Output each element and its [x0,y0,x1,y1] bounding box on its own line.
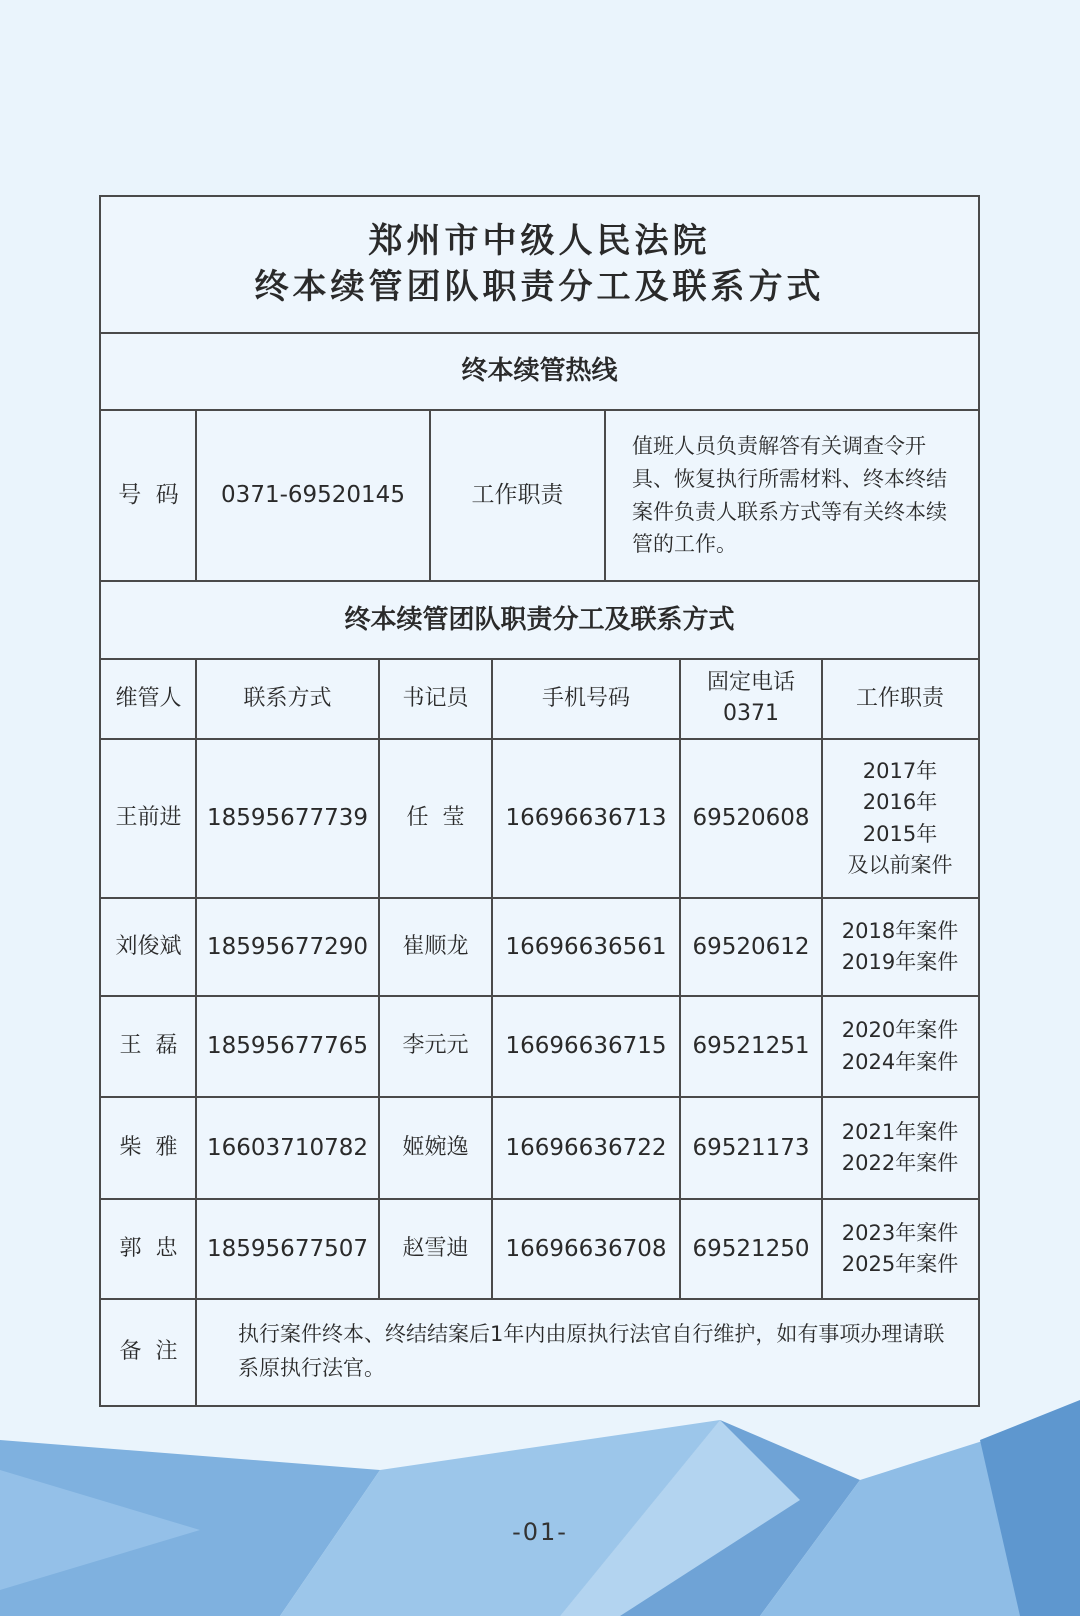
row-5-duty-line: 2023年案件 [841,1220,959,1245]
header-landline-area-code: 0371 [723,701,779,726]
grid-line [378,658,380,1299]
row-4-clerk: 姬婉逸 [402,1134,469,1160]
hotline-duty-text: 值班人员负责解答有关调查令开具、恢复执行所需材料、终本终结案件负责人联系方式等有关终本续管的工作。 [632,434,947,557]
grid-line [195,658,197,1405]
grid-line [101,1096,978,1098]
grid-line [491,658,493,1299]
row-5-duty-line: 2025年案件 [841,1252,959,1276]
row-5-duty [822,1199,978,1299]
remarks-text: 执行案件终本、终结结案后1年内由原执行法官自行维护，如有事项办理请联系原执行法官。 [238,1322,945,1380]
page-number: -01- [512,1518,568,1546]
row-5-mobile: 16696636708 [505,1235,667,1262]
team-section-title: 终本续管团队职责分工及联系方式 [344,604,735,635]
title-line-1: 郑州市中级人民法院 [368,221,711,262]
row-1-contact: 18595677739 [207,805,368,832]
grid-line [101,580,978,582]
row-3-duty-line: 2020年案件 [841,1018,959,1042]
grid-line [101,1298,978,1300]
hotline-number-label: 号 码 [118,482,179,509]
row-4-manager: 柴 雅 [119,1134,178,1160]
header-mobile: 手机号码 [541,685,630,711]
row-2-duty-line: 2018年案件 [841,918,959,943]
hotline-section-title: 终本续管热线 [461,356,618,387]
header-manager: 维管人 [115,685,182,711]
hotline-duty-label: 工作职责 [471,482,564,509]
row-3-duty-line: 2024年案件 [841,1049,959,1074]
row-4-contact: 16603710782 [207,1134,368,1161]
grid-line [101,1198,978,1200]
row-2-duty [822,898,978,996]
grid-line [101,738,978,740]
row-1-duty-line: 2016年 [862,790,938,814]
row-4-duty-line: 2021年案件 [841,1119,959,1144]
row-3-manager: 王 磊 [119,1033,178,1059]
hotline-number: 0371-69520145 [221,482,405,509]
grid-line [195,409,197,582]
document-title [101,197,978,333]
row-2-landline: 69520612 [692,933,810,960]
row-1-duty [822,739,978,898]
row-4-mobile: 16696636722 [505,1134,667,1161]
row-2-mobile: 16696636561 [505,933,667,960]
grid-line [429,409,431,582]
header-duty: 工作职责 [855,685,944,711]
row-5-landline: 69521250 [692,1235,810,1262]
row-1-clerk: 任 莹 [406,805,465,831]
grid-line [101,995,978,997]
header-landline [680,659,822,739]
row-1-duty-line: 及以前案件 [847,853,953,877]
row-5-clerk: 赵雪迪 [402,1235,469,1261]
remarks-label: 备 注 [119,1338,178,1364]
contact-table [99,195,980,1407]
row-4-duty [822,1097,978,1199]
row-3-contact: 18595677765 [207,1033,368,1060]
row-1-mobile: 16696636713 [505,805,667,832]
grid-line [679,658,681,1299]
grid-line [821,658,823,1299]
grid-line [101,332,978,334]
header-clerk: 书记员 [402,685,469,711]
row-1-duty-line: 2015年 [862,821,938,846]
row-2-duty-line: 2019年案件 [841,950,959,974]
row-2-manager: 刘俊斌 [115,933,182,959]
row-3-clerk: 李元元 [402,1033,469,1059]
header-landline-label: 固定电话 [706,670,795,696]
row-1-manager: 王前进 [115,805,182,831]
row-1-duty-line: 2017年 [862,758,938,783]
row-2-contact: 18595677290 [207,933,368,960]
row-2-clerk: 崔顺龙 [402,933,469,959]
row-4-landline: 69521173 [692,1134,810,1161]
row-5-manager: 郭 忠 [119,1235,178,1261]
grid-line [101,658,978,660]
row-5-contact: 18595677507 [207,1235,368,1262]
row-3-landline: 69521251 [692,1033,810,1060]
title-line-2: 终本续管团队职责分工及联系方式 [254,267,825,307]
grid-line [604,409,606,582]
grid-line [101,409,978,411]
row-3-duty [822,996,978,1097]
grid-line [101,897,978,899]
row-3-mobile: 16696636715 [505,1033,667,1060]
row-1-landline: 69520608 [692,805,810,832]
row-4-duty-line: 2022年案件 [841,1151,959,1175]
header-contact: 联系方式 [243,685,332,711]
